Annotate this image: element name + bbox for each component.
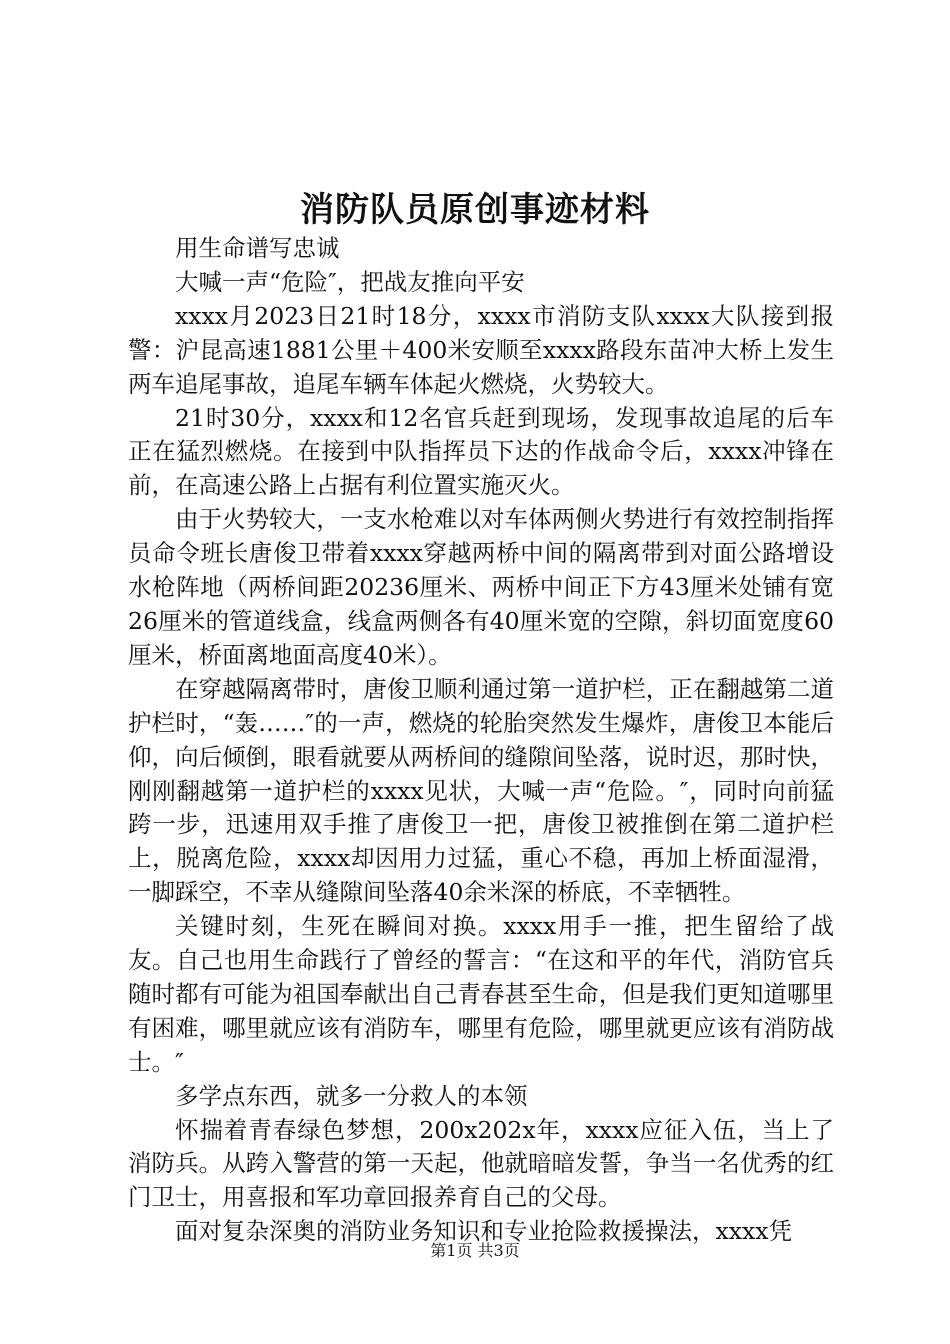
body-paragraph: 由于火势较大，一支水枪难以对车体两侧火势进行有效控制指挥员命令班长唐俊卫带着xxxx穿越两桥中间的隔离带到对面公路增设水枪阵地（两桥间距20236厘米、两桥中间正下方43厘米处铺有宽26厘米的管道线盒，线盒两侧各有40厘米宽的空隙，斜切面宽度60厘米，桥面离地面高度40米）。 [128, 505, 834, 669]
body-paragraph: xxxx月2023日21时18分，xxxx市消防支队xxxx大队接到报警：沪昆高速1881公里＋400米安顺至xxxx路段东苗冲大桥上发生两车追尾事故，追尾车辆车体起火燃烧，火势较大。 [128, 301, 834, 398]
document-title: 消防队员原创事迹材料 [300, 190, 650, 230]
body-paragraph: 关键时刻，生死在瞬间对换。xxxx用手一推，把生留给了战友。自己也用生命践行了曾经的誓言：“在这和平的年代，消防官兵随时都有可能为祖国奉献出自己青春甚至生命，但是我们更知道哪里有困难，哪里就应该有消防车，哪里有危险，哪里就更应该有消防战士。″ [128, 912, 834, 1076]
subsection-heading: 大喊一声“危险″，把战友推向平安 [175, 267, 525, 296]
body-paragraph: 在穿越隔离带时，唐俊卫顺利通过第一道护栏，正在翻越第二道护栏时，“轰……″的一声，燃烧的轮胎突然发生爆炸，唐俊卫本能后仰，向后倾倒，眼看就要从两桥间的缝隙间坠落，说时迟，那时快，刚刚翻越第一道护栏的xxxx见状，大喊一声“危险。″，同时向前猛跨一步，迅速用双手推了唐俊卫一把，唐俊卫被推倒在第二道护栏上，脱离危险，xxxx却因用力过猛，重心不稳，再加上桥面湿滑，一脚踩空，不幸从缝隙间坠落40余米深的桥底，不幸牺牲。 [128, 674, 834, 907]
section-heading: 用生命谱写忠诚 [175, 234, 340, 262]
body-paragraph: 21时30分，xxxx和12名官兵赶到现场，发现事故追尾的后车正在猛烈燃烧。在接到中队指挥员下达的作战命令后，xxxx冲锋在前，在高速公路上占据有利位置实施灭火。 [128, 403, 834, 500]
document-body [128, 232, 834, 1249]
body-paragraph: 面对复杂深奥的消防业务知识和专业抢险救援操法，xxxx凭 [175, 1217, 793, 1246]
page-footer: 第1页 共3页 [430, 1241, 520, 1260]
body-paragraph: 怀揣着青春绿色梦想，200x202x年，xxxx应征入伍，当上了消防兵。从跨入警营的第一天起，他就暗暗发誓，争当一名优秀的红门卫士，用喜报和军功章回报养育自己的父母。 [128, 1115, 834, 1212]
subsection-heading: 多学点东西，就多一分救人的本领 [175, 1081, 528, 1110]
